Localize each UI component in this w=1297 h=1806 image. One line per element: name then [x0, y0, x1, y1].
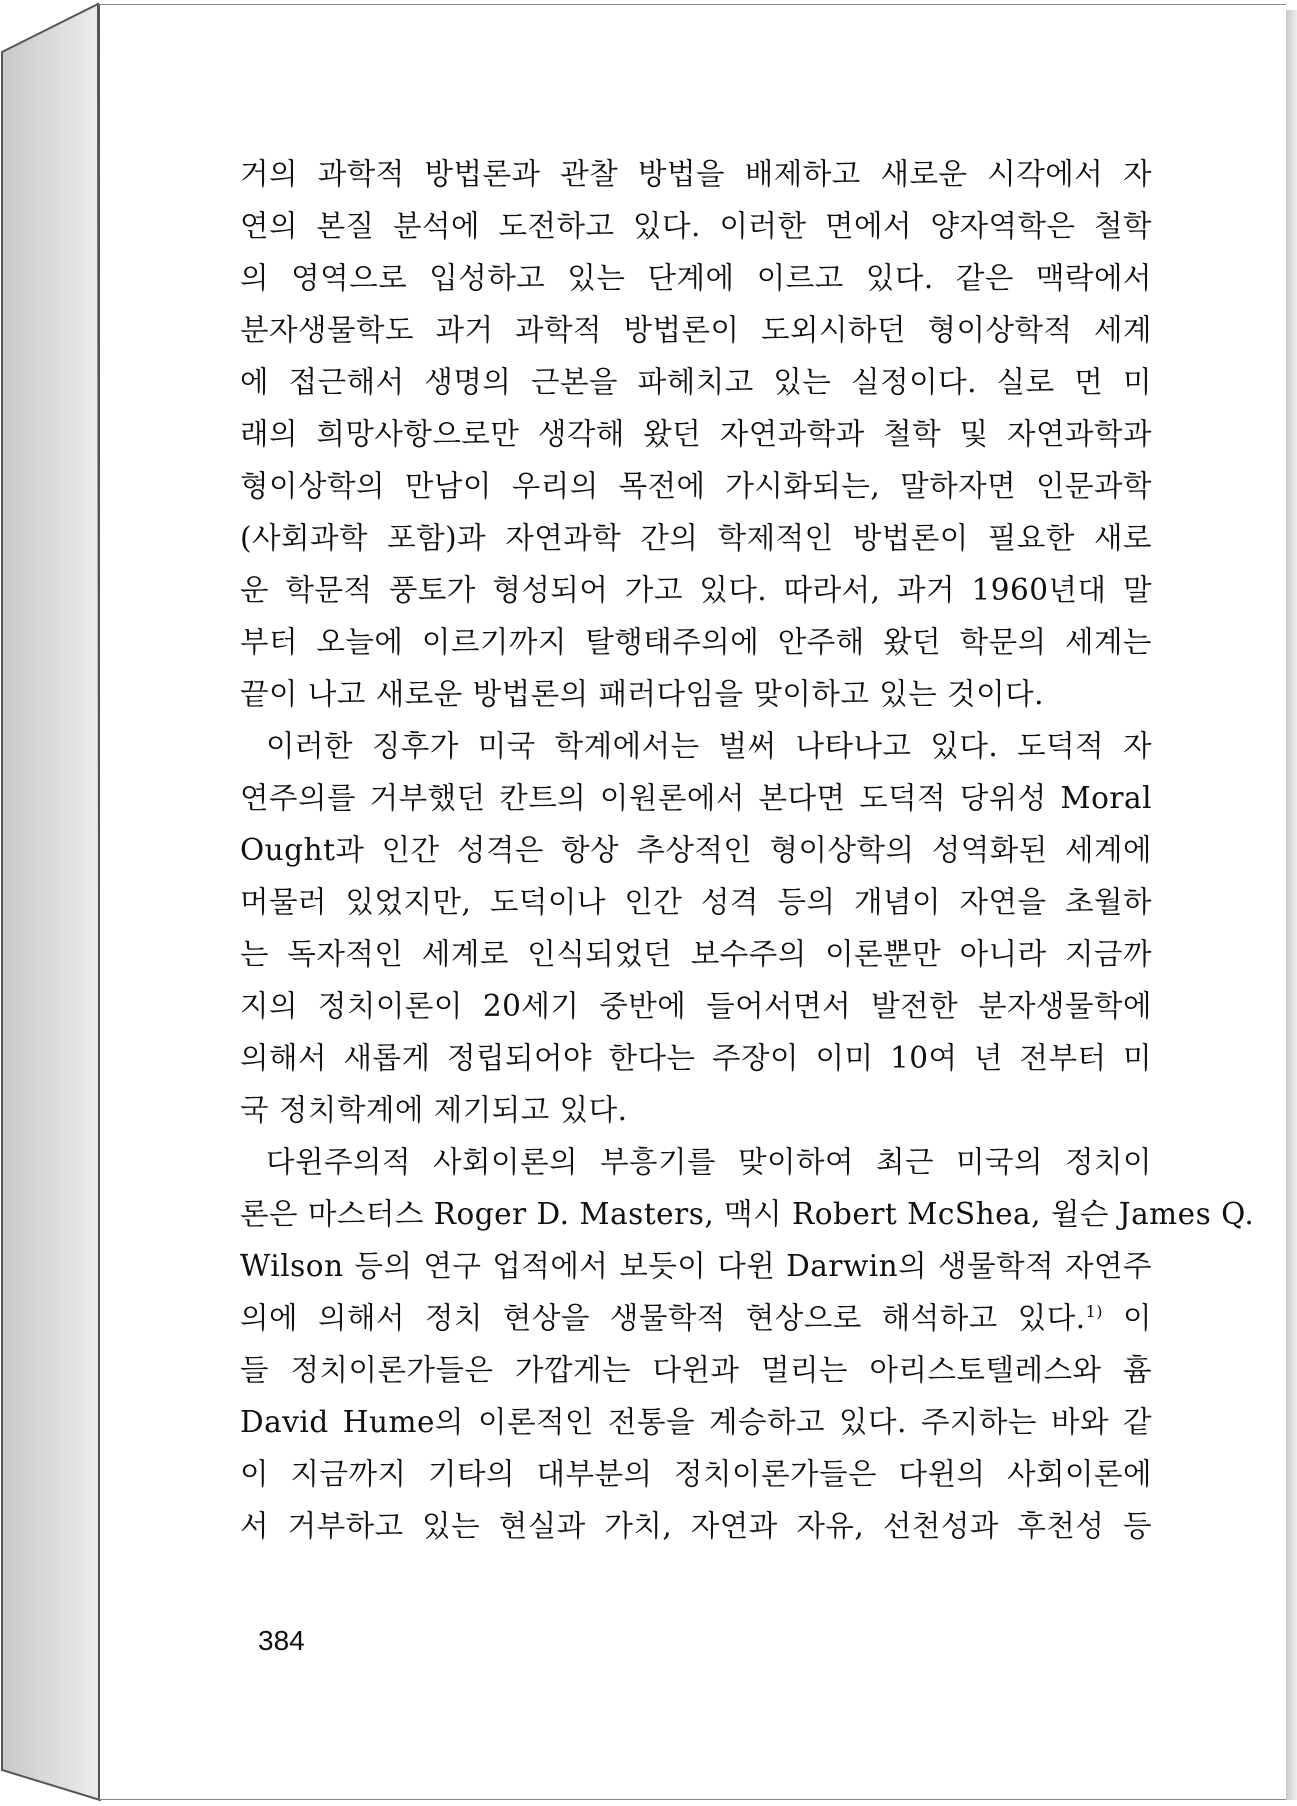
- text-line: 의해서 새롭게 정립되어야 한다는 주장이 이미 10여 년 전부터 미: [240, 1041, 1152, 1075]
- page-edge-shade: [1286, 10, 1297, 1800]
- text-line: 론은 마스터스 Roger D. Masters, 맥시 Robert McShea, 윌슨 James Q.: [240, 1197, 1255, 1231]
- text-line-with-footnote: [240, 1292, 1152, 1344]
- text-line: 에 접근해서 생명의 근본을 파헤치고 있는 실정이다. 실로 먼 미: [240, 365, 1152, 399]
- text-line: 연의 본질 분석에 도전하고 있다. 이러한 면에서 양자역학은 철학: [240, 209, 1152, 243]
- text-line: 다윈주의적 사회이론의 부흥기를 맞이하여 최근 미국의 정치이: [266, 1145, 1152, 1179]
- text-line: 국 정치학계에 제기되고 있다.: [240, 1093, 628, 1127]
- body-text: [240, 148, 1255, 1552]
- text-line: 이 지금까지 기타의 대부분의 정치이론가들은 다윈의 사회이론에: [240, 1457, 1152, 1491]
- text-line: 끝이 나고 새로운 방법론의 패러다임을 맞이하고 있는 것이다.: [240, 677, 1044, 711]
- text-line: 분자생물학도 과거 과학적 방법론이 도외시하던 형이상학적 세계: [240, 313, 1152, 347]
- text-line-head: 의에 의해서 정치 현상을 생물학적 현상으로 해석하고 있다.: [240, 1301, 1086, 1335]
- text-line: Ought과 인간 성격은 항상 추상적인 형이상학의 성역화된 세계에: [240, 833, 1152, 867]
- text-line: 거의 과학적 방법론과 관찰 방법을 배제하고 새로운 시각에서 자: [240, 157, 1152, 191]
- book-spine: [0, 0, 110, 1806]
- text-line: 는 독자적인 세계로 인식되었던 보수주의 이론뿐만 아니라 지금까: [240, 937, 1152, 971]
- text-line: 머물러 있었지만, 도덕이나 인간 성격 등의 개념이 자연을 초월하: [240, 885, 1152, 919]
- text-line: 운 학문적 풍토가 형성되어 가고 있다. 따라서, 과거 1960년대 말: [240, 573, 1152, 607]
- text-line: Wilson 등의 연구 업적에서 보듯이 다윈 Darwin의 생물학적 자연주: [240, 1249, 1152, 1283]
- text-line-tail: 이: [1123, 1301, 1152, 1335]
- text-line: (사회과학 포함)과 자연과학 간의 학제적인 방법론이 필요한 새로: [240, 521, 1152, 555]
- text-line: 지의 정치이론이 20세기 중반에 들어서면서 발전한 분자생물학에: [240, 989, 1152, 1023]
- text-line: 이러한 징후가 미국 학계에서는 벌써 나타나고 있다. 도덕적 자: [266, 729, 1152, 763]
- text-line: 연주의를 거부했던 칸트의 이원론에서 본다면 도덕적 당위성 Moral: [240, 781, 1152, 815]
- text-line: 형이상학의 만남이 우리의 목전에 가시화되는, 말하자면 인문과학: [240, 469, 1152, 503]
- text-line: 들 정치이론가들은 가깝게는 다윈과 멀리는 아리스토텔레스와 흄: [240, 1353, 1152, 1387]
- text-line: 래의 희망사항으로만 생각해 왔던 자연과학과 철학 및 자연과학과: [240, 417, 1152, 451]
- text-line: 부터 오늘에 이르기까지 탈행태주의에 안주해 왔던 학문의 세계는: [240, 625, 1152, 659]
- book-spine-graphic: [0, 0, 110, 1806]
- text-line: 의 영역으로 입성하고 있는 단계에 이르고 있다. 같은 맥락에서: [240, 261, 1152, 295]
- page-number: 384: [258, 1625, 305, 1656]
- text-line: 서 거부하고 있는 현실과 가치, 자연과 자유, 선천성과 후천성 등: [240, 1509, 1152, 1543]
- footnote-marker[interactable]: 1): [1085, 1302, 1104, 1322]
- text-line: David Hume의 이론적인 전통을 계승하고 있다. 주지하는 바와 같: [240, 1405, 1152, 1439]
